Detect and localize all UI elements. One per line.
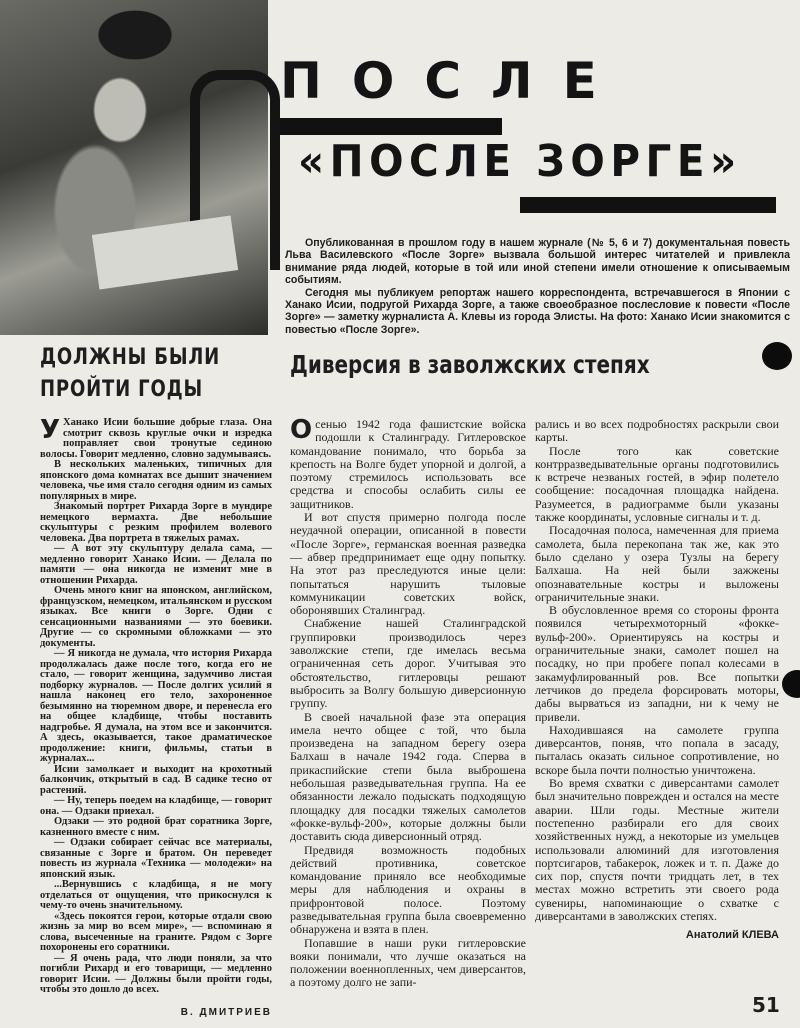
- paragraph: [290, 415, 526, 511]
- intro-paragraph: Сегодня мы публикуем репортаж нашего корреспондента, встречавшегося в Японии с Ханако Исии, подругой Рихарда Зорге, а также своеобразное послесловие к повести «После Зорге» — заметку журналиста А. Клевы из города Элисты. На фото: Ханако Исии знакомится с повестью «После Зорге».: [285, 286, 790, 336]
- drop-cap: У: [40, 415, 61, 445]
- paragraph: Знакомый портрет Рихарда Зорге в мундире немецкого вермахта. Две небольшие скульптуры с резким профилем волевого человека. Два портрета в тяжелых рамах.: [40, 501, 272, 544]
- paragraph: Находившаяся на самолете группа диверсантов, поняв, что попала в засаду, пыталась оказать сильное сопротивление, но вскоре была почти полностью уничтожена.: [535, 722, 779, 777]
- paragraph: Снабжение нашей Сталинградской группировки производилось через заволжские степи, где имелась весьма ограниченная сеть дорог. Учитывая это обстоятельство, гитлеровцы решают выбросить за Волгу большую диверсионную группу.: [290, 616, 526, 711]
- paragraph-text: сенью 1942 года фашистские войска подошли к Сталинграду. Гитлеровское командование понимало, что борьба за крепость на Волге будет упорной и долгой, а поэтому стремилось использовать все средства и способы ослабить силы ее защитников.: [290, 417, 526, 511]
- paragraph: После того как советские контрразведывательные органы подготовились к встрече незваных гостей, в эфир полетело сообщение: посадочная площадка найдена. Разумеется, в радиограмме были указаны также координаты, условные сигналы и т. д.: [535, 443, 779, 525]
- paragraph: Исии замолкает и выходит на крохотный балкончик, открытый в сад. В садике тесно от растений.: [40, 763, 272, 796]
- paragraph: Попавшие в наши руки гитлеровские вояки понимали, что лучше оказаться на положении военнопленных, чем диверсантов, а поэтому долго не запи-: [290, 935, 526, 990]
- paragraph: В нескольких маленьких, типичных для японского дома комнатах все дышит значением человека, чье имя стало сегодня одним из самых популярных в мире.: [40, 459, 272, 502]
- ink-blot: [762, 342, 792, 370]
- heading-line: ПРОЙТИ ГОДЫ: [40, 377, 204, 402]
- heading-line: ДОЛЖНЫ БЫЛИ: [40, 345, 221, 370]
- paragraph: Очень много книг на японском, английском, французском, немецком, итальянском и русском языках. Все книги о Зорге. Одни с сенсационными названиями — это боевики. Другие — со скромными обложками — это документы.: [40, 585, 272, 649]
- intro-paragraph: Опубликованная в прошлом году в нашем журнале (№ 5, 6 и 7) документальная повесть Льва Василевского «После Зорге» вызвала большой интерес читателей и привлекла внимание ряда людей, которые в той или иной степени имели отношение к описываемым событиям.: [285, 237, 790, 287]
- photo-hanako-ishii-reading: [0, 0, 268, 335]
- intro-lead: [285, 237, 790, 336]
- left-article-heading: [40, 342, 220, 406]
- paragraph: [40, 415, 272, 460]
- title-bar-1: [280, 118, 502, 135]
- left-article-body: [40, 415, 272, 1018]
- paragraph: — Ну, теперь поедем на кладбище, — говорит она. — Одзаки приехал.: [40, 795, 272, 817]
- main-article-column-2: [535, 418, 779, 943]
- photo-magazine: [92, 216, 238, 290]
- paragraph: В обусловленное время со стороны фронта появился четырехмоторный «фокке-вульф-200». Ориентируясь на костры и ограничительные знаки, самолет пошел на посадку, но при пробеге попал колесами в закамуфлированный ров. Все попытки летчиков до предела форсировать моторы, дабы вырваться из западни, ни к чему не привели.: [535, 603, 779, 724]
- main-article-heading: Диверсия в заволжских степях: [290, 350, 650, 379]
- drop-cap: О: [290, 415, 313, 445]
- main-article-column-1: [290, 415, 526, 990]
- title-line-1: ПОСЛЕ: [280, 52, 627, 110]
- paragraph: И вот спустя примерно полгода после неудачной операции, описанной в повести «После Зорге», германская военная разведка — абвер предпринимает еще одну попытку. На этот раз преследуются иные цели: попытаться нарушить тыловые коммуникации советских войск, оборонявших Сталинград.: [290, 510, 526, 618]
- author-signature: Анатолий КЛЕВА: [685, 929, 779, 942]
- paragraph-continuation: рались и во всех подробностях раскрыли свои карты.: [535, 417, 779, 445]
- paragraph: Во время схватки с диверсантами самолет был значительно поврежден и остался на месте аварии. Шли годы. Местные жители постепенно разбирали его для своих хозяйственных нужд, а некоторые из умельцев использовали алюминий для изготовления портсигаров, табакерок, ложек и т. п. Даже до сих пор, спустя почти тридцать лет, в тех местах можно встретить эти своего рода сувениры, напоминающие о схватке с диверсантами в заволжских степях.: [535, 776, 779, 923]
- paragraph: Посадочная полоса, намеченная для приема самолета, была перекопана так же, как это было сделано у озера Тузлы на берегу Балхаша. На ней были зажжены опознавательные костры и выложены ограничительные знаки.: [535, 523, 779, 604]
- paragraph: Предвидя возможность подобных действий противника, советское командование приняло все необходимые меры для наблюдения и охраны в прифронтовой полосе. Поэтому разведывательная группа была своевременно обнаружена и взята в плен.: [290, 842, 526, 937]
- paragraph: «Здесь покоятся герои, которые отдали свою жизнь за мир во всем мире», — вспоминаю я слова, высеченные на граните. Рядом с Зорге похоронены его соратники.: [40, 910, 272, 953]
- page-number: 51: [752, 993, 780, 1017]
- title-line-2: «ПОСЛЕ ЗОРГЕ»: [298, 136, 742, 187]
- paragraph-text: Ханако Исии большие добрые глаза. Она смотрит сквозь круглые очки и изредка поправляет свои тронутые сединою волосы. Говорит медленно, словно задумываясь.: [40, 417, 272, 460]
- paragraph: — Одзаки собирает сейчас все материалы, связанные с Зорге и братом. Он переведет повесть из журнала «Техника — молодежи» на японский язык.: [40, 837, 272, 880]
- paragraph: — Я никогда не думала, что история Рихарда продолжалась даже после того, когда его не стало, — говорит женщина, задумчиво листая подборку журналов. — После долгих усилий я нашла наконец его тело, захороненное безымянно на тюремном дворе, и перенесла его на общее кладбище, чтобы поставить надгробье. Я думала, на этом все и закончится. А здесь, оказывается, такое драматическое продолжение: книги, фильмы, статьи в журналах...: [40, 648, 272, 764]
- paragraph: В своей начальной фазе эта операция имела нечто общее с той, что была произведена на западном берегу озера Балхаш в начале 1942 года. Сперва в прикаспийские степи была выброшена небольшая разведывательная группа. На ее обязанности лежало подыскать подходящую площадку для посадки тяжелых самолетов «фокке-вульф-200», которые должны были доставить сюда диверсионный отряд.: [290, 709, 526, 844]
- paragraph: — А вот эту скульптуру делала сама, — медленно говорит Ханако Исии. — Делала по памяти — она никогда не изменит мне в отношении Рихарда.: [40, 543, 272, 586]
- title-bar-2: [520, 197, 776, 213]
- author-signature: В. ДМИТРИЕВ: [180, 1006, 272, 1018]
- ink-blot: [782, 670, 800, 698]
- paragraph: — Я очень рада, что люди поняли, за что погибли Рихард и его товарищи, — медленно говорит Исии. — Должны были пройти годы, чтобы это дошло до всех.: [40, 952, 272, 995]
- paragraph: Одзаки — это родной брат соратника Зорге, казненного вместе с ним.: [40, 816, 272, 838]
- paragraph: ...Вернувшись с кладбища, я не могу отделаться от ощущения, что прикоснулся к чему-то очень значительному.: [40, 879, 272, 911]
